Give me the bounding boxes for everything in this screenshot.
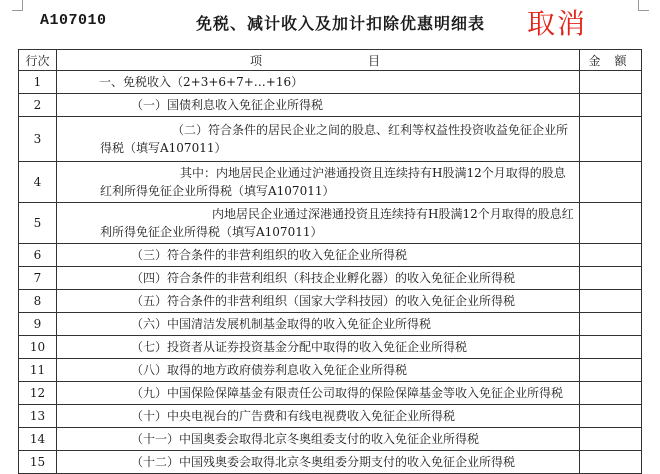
header-amount-b: 额 (614, 53, 633, 68)
row-item: （七）投资者从证券投资基金分配中取得的收入免征企业所得税 (57, 336, 580, 359)
amount-cell[interactable] (580, 382, 642, 405)
header-amount-a: 金 (588, 53, 607, 68)
form-title: 免税、减计收入及加计扣除优惠明细表 (196, 14, 486, 33)
table-row (19, 428, 642, 451)
row-number: 3 (19, 117, 57, 162)
row-number: 12 (19, 382, 57, 405)
table-row (19, 313, 642, 336)
amount-cell[interactable] (580, 451, 642, 474)
table-row (19, 290, 642, 313)
table-row (19, 94, 642, 117)
table-row (19, 267, 642, 290)
row-item: 内地居民企业通过深港通投资且连续持有H股满12个月取得的股息红利所得免征企业所得税（填写A107011） (57, 203, 580, 244)
amount-cell[interactable] (580, 94, 642, 117)
row-item: （六）中国清洁发展机制基金取得的收入免征企业所得税 (57, 313, 580, 336)
table-row (19, 336, 642, 359)
amount-cell[interactable] (580, 244, 642, 267)
row-number: 8 (19, 290, 57, 313)
table-row (19, 244, 642, 267)
row-number: 1 (19, 71, 57, 94)
table-row (19, 71, 642, 94)
table-row (19, 117, 642, 162)
form-code: A107010 (40, 12, 107, 29)
row-item: （九）中国保险保障基金有限责任公司取得的保险保障基金等收入免征企业所得税 (57, 382, 580, 405)
row-number: 9 (19, 313, 57, 336)
table-row (19, 162, 642, 203)
header-item (57, 50, 580, 71)
table-header-row (19, 50, 642, 71)
row-number: 13 (19, 405, 57, 428)
table-row (19, 405, 642, 428)
header-item-b: 目 (368, 53, 387, 68)
form-header (0, 0, 660, 48)
row-item: （一）国债利息收入免征企业所得税 (57, 94, 580, 117)
crop-mark (12, 0, 23, 11)
row-item: （十二）中国残奥委会取得北京冬奥组委分期支付的收入免征企业所得税 (57, 451, 580, 474)
row-number: 6 (19, 244, 57, 267)
row-item: （十一）中国奥委会取得北京冬奥组委支付的收入免征企业所得税 (57, 428, 580, 451)
row-item: （二）符合条件的居民企业之间的股息、红利等权益性投资收益免征企业所得税（填写A107011） (57, 117, 580, 162)
amount-cell[interactable] (580, 405, 642, 428)
cancel-stamp: 取消 (527, 7, 588, 40)
row-number: 10 (19, 336, 57, 359)
row-number: 7 (19, 267, 57, 290)
row-number: 14 (19, 428, 57, 451)
row-number: 2 (19, 94, 57, 117)
row-number: 15 (19, 451, 57, 474)
amount-cell[interactable] (580, 117, 642, 162)
amount-cell[interactable] (580, 267, 642, 290)
header-row-number: 行次 (19, 50, 57, 71)
header-amount (580, 50, 642, 71)
amount-cell[interactable] (580, 313, 642, 336)
row-item: （十）中央电视台的广告费和有线电视费收入免征企业所得税 (57, 405, 580, 428)
row-item: （三）符合条件的非营利组织的收入免征企业所得税 (57, 244, 580, 267)
row-number: 5 (19, 203, 57, 244)
row-item: 一、免税收入（2+3+6+7+…+16） (57, 71, 580, 94)
amount-cell[interactable] (580, 203, 642, 244)
crop-mark (638, 0, 649, 11)
amount-cell[interactable] (580, 359, 642, 382)
detail-table (18, 49, 642, 474)
amount-cell[interactable] (580, 290, 642, 313)
row-item: （四）符合条件的非营利组织（科技企业孵化器）的收入免征企业所得税 (57, 267, 580, 290)
table-row (19, 382, 642, 405)
row-number: 11 (19, 359, 57, 382)
row-item: 其中：内地居民企业通过沪港通投资且连续持有H股满12个月取得的股息红利所得免征企业所得税（填写A107011） (57, 162, 580, 203)
row-item: （八）取得的地方政府债券利息收入免征企业所得税 (57, 359, 580, 382)
amount-cell[interactable] (580, 162, 642, 203)
table-row (19, 203, 642, 244)
header-item-a: 项 (249, 53, 268, 68)
row-item: （五）符合条件的非营利组织（国家大学科技园）的收入免征企业所得税 (57, 290, 580, 313)
table-row (19, 359, 642, 382)
amount-cell[interactable] (580, 71, 642, 94)
amount-cell[interactable] (580, 428, 642, 451)
amount-cell[interactable] (580, 336, 642, 359)
row-number: 4 (19, 162, 57, 203)
table-row (19, 451, 642, 474)
